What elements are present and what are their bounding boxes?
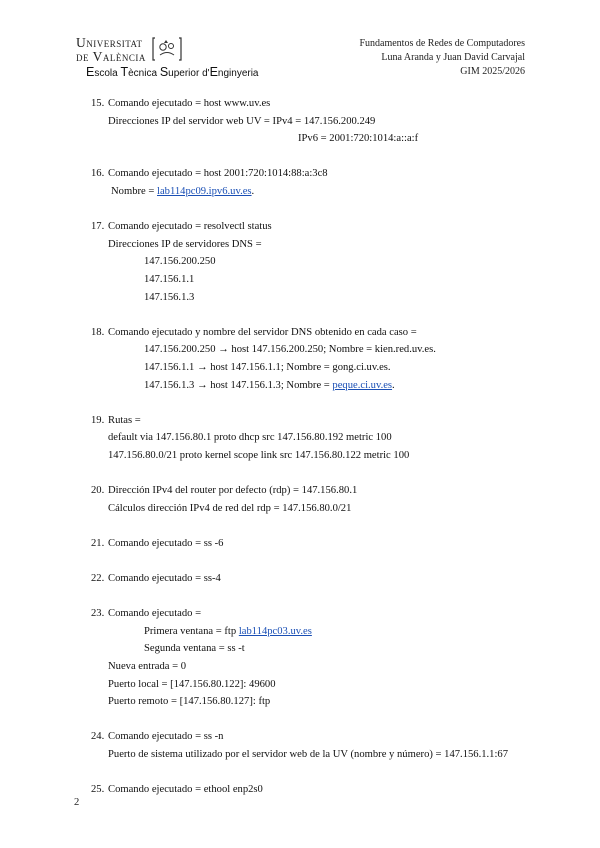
university-logo xyxy=(76,34,306,80)
item-text: . xyxy=(392,379,395,391)
item-text: Comando ejecutado = resolvectl status xyxy=(108,221,272,233)
list-item-17 xyxy=(91,218,531,306)
item-number: 18. xyxy=(91,326,105,338)
item-number: 15. xyxy=(91,98,105,109)
answer-list xyxy=(91,95,531,816)
university-seal-icon xyxy=(152,36,182,62)
item-text: Dirección IPv4 del router por defecto (rdp) = 147.156.80.1 xyxy=(108,485,358,497)
list-item-21 xyxy=(91,535,531,553)
school-name: Escola Tècnica Superior d'Enginyeria xyxy=(86,65,259,79)
document-header-info xyxy=(359,37,525,79)
university-name-line1: Universitat xyxy=(76,35,143,50)
page-number: 2 xyxy=(74,797,80,808)
route-entry: 147.156.80.0/21 proto kernel scope link src 147.156.80.122 metric 100 xyxy=(108,449,410,461)
item-text: Direcciones IP del servidor web UV = IPv4 = 147.156.200.249 xyxy=(108,115,376,127)
item-text: Puerto remoto = [147.156.80.127]: ftp xyxy=(108,696,271,708)
item-text: Comando ejecutado = ss -n xyxy=(108,731,224,743)
item-number: 22. xyxy=(91,573,105,585)
item-number: 20. xyxy=(91,485,105,497)
item-number: 25. xyxy=(91,784,105,796)
item-text: 147.156.1.1 → host 147.156.1.1; Nombre = gong.ci.uv.es. xyxy=(144,361,391,373)
item-text: Comando ejecutado y nombre del servidor DNS obtenido en cada caso = xyxy=(108,326,417,338)
program-year: GIM 2025/2026 xyxy=(460,66,525,77)
dns-server-ip: 147.156.1.3 xyxy=(144,291,195,303)
item-text: Nueva entrada = 0 xyxy=(108,661,187,672)
university-name-line2: de València xyxy=(76,49,146,64)
item-text: Nombre = xyxy=(111,185,157,197)
list-item-20 xyxy=(91,482,531,517)
list-item-15 xyxy=(91,95,531,148)
dns-server-ip: 147.156.200.250 xyxy=(144,256,216,268)
item-text: Puerto de sistema utilizado por el servidor web de la UV (nombre y número) = 147.156.1.1:67 xyxy=(108,748,509,760)
course-title: Fundamentos de Redes de Computadores xyxy=(359,38,525,49)
item-text: 147.156.1.3 → host 147.156.1.3; Nombre = xyxy=(144,379,333,391)
item-number: 16. xyxy=(91,168,105,180)
item-text: Rutas = xyxy=(108,414,141,426)
item-number: 24. xyxy=(91,731,105,743)
item-number: 17. xyxy=(91,221,105,233)
item-text: IPv6 = 2001:720:1014:a::a:f xyxy=(298,133,419,145)
item-number: 23. xyxy=(91,608,105,620)
item-text: Primera ventana = ftp xyxy=(144,625,239,637)
item-text: Comando ejecutado = host 2001:720:1014:88:a:3c8 xyxy=(108,168,328,180)
item-text: 147.156.200.250 → host 147.156.200.250; Nombre = kien.red.uv.es. xyxy=(144,344,436,356)
authors: Luna Aranda y Juan David Carvajal xyxy=(381,52,525,63)
item-text: Comando ejecutado = ss-4 xyxy=(108,573,221,585)
item-text: Comando ejecutado = host www.uv.es xyxy=(108,98,271,109)
item-text: Direcciones IP de servidores DNS = xyxy=(108,238,262,250)
item-text: Puerto local = [147.156.80.122]: 49600 xyxy=(108,678,276,690)
item-number: 21. xyxy=(91,537,105,549)
item-text: Segunda ventana = ss -t xyxy=(144,643,245,655)
route-entry: default via 147.156.80.1 proto dhcp src 147.156.80.192 metric 100 xyxy=(108,432,392,444)
item-text: Comando ejecutado = ss -6 xyxy=(108,537,224,549)
list-item-22 xyxy=(91,570,531,588)
item-text: . xyxy=(251,185,255,197)
hostname-link[interactable]: lab114pc03.uv.es xyxy=(238,625,312,637)
list-item-23 xyxy=(91,605,531,711)
list-item-24 xyxy=(91,728,531,763)
hostname-link[interactable]: peque.ci.uv.es xyxy=(332,379,393,391)
list-item-18 xyxy=(91,324,531,394)
item-number: 19. xyxy=(91,414,105,426)
item-text: Cálculos dirección IPv4 de red del rdp = 147.156.80.0/21 xyxy=(108,502,352,514)
item-text: Comando ejecutado = xyxy=(108,608,202,620)
dns-server-ip: 147.156.1.1 xyxy=(144,273,195,285)
hostname-link[interactable]: lab114pc09.ipv6.uv.es xyxy=(157,185,252,197)
list-item-25 xyxy=(91,781,531,799)
item-text: Comando ejecutado = ethool enp2s0 xyxy=(108,784,263,796)
list-item-16 xyxy=(91,165,531,200)
list-item-19 xyxy=(91,412,531,465)
